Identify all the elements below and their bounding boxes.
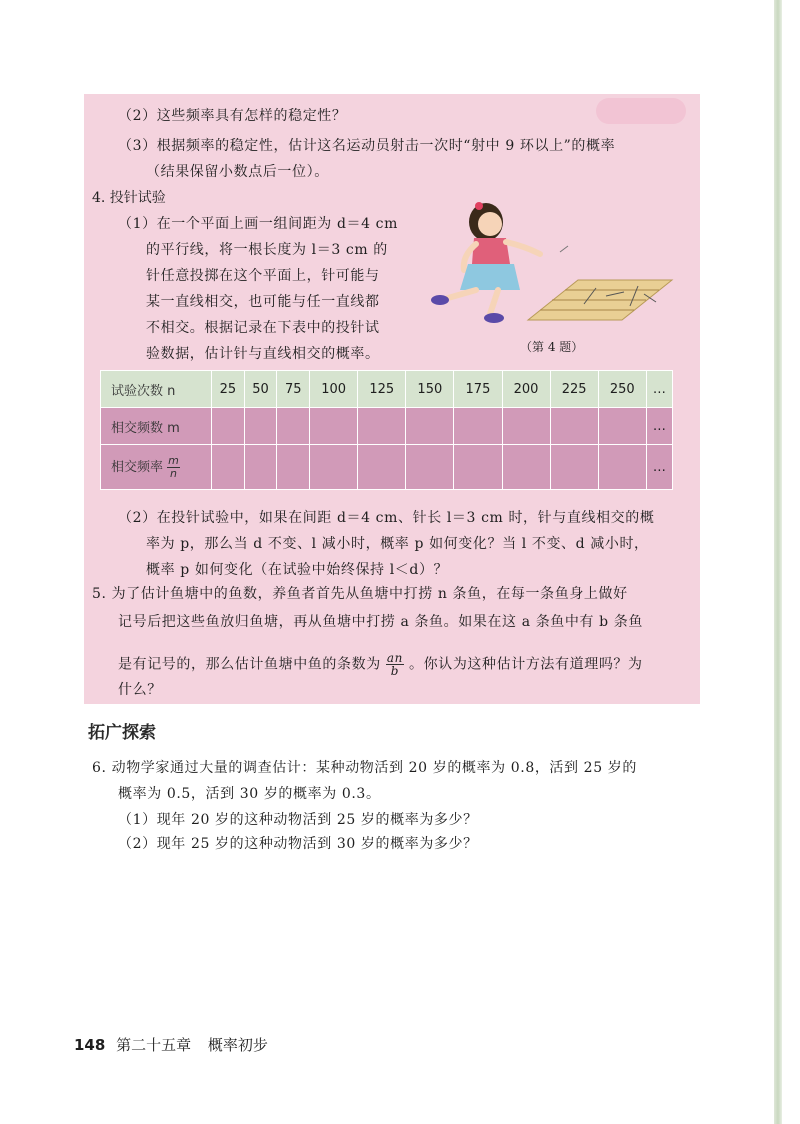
- fraction-m-over-n: [167, 455, 180, 480]
- blank-cell: [502, 445, 550, 490]
- ex6-q2: （2）现年 25 岁的这种动物活到 30 岁的概率为多少？: [118, 836, 478, 852]
- trial-count-cell: 25: [212, 371, 245, 408]
- blank-cell: [244, 408, 277, 445]
- girl-shoe: [431, 295, 449, 305]
- blank-cell: [277, 408, 310, 445]
- page-footer: [74, 1034, 268, 1055]
- hair-bow: [475, 202, 483, 210]
- figure-caption: （第 4 题）: [520, 340, 584, 354]
- girl-shoe: [484, 313, 504, 323]
- girl-arm: [506, 242, 540, 254]
- blank-cell: [310, 445, 358, 490]
- blank-cell: [454, 408, 502, 445]
- blank-cell: [358, 408, 406, 445]
- ex6-line1: 6. 动物学家通过大量的调查估计：某种动物活到 20 岁的概率为 0.8，活到 25 岁的: [92, 760, 637, 776]
- ex6-q1: （1）现年 20 岁的这种动物活到 25 岁的概率为多少？: [118, 812, 478, 828]
- ex4-title: 4. 投针试验: [92, 190, 166, 206]
- blank-cell: [244, 445, 277, 490]
- ellipsis-cell: …: [646, 408, 672, 445]
- page-edge: [774, 0, 782, 1124]
- trial-count-cell: 125: [358, 371, 406, 408]
- ex4-p2-line3: 概率 p 如何变化（在试验中始终保持 l＜d）？: [146, 562, 449, 578]
- ex5-line2: 记号后把这些鱼放归鱼塘，再从鱼塘中打捞 a 条鱼。如果在这 a 条鱼中有 b 条鱼: [118, 614, 643, 630]
- trial-count-cell: 150: [406, 371, 454, 408]
- ex5-line3-start: 是有记号的，那么估计鱼塘中鱼的条数为: [118, 656, 381, 673]
- blank-cell: [550, 408, 598, 445]
- intersect-frequency-row: [101, 445, 673, 490]
- trial-count-cell: 75: [277, 371, 310, 408]
- ex4-p1-line6: 验数据，估计针与直线相交的概率。: [146, 346, 380, 362]
- ex4-p1-line4: 某一直线相交，也可能与任一直线都: [146, 294, 380, 310]
- fraction-numerator: an: [386, 651, 403, 665]
- ex4-p2-line2: 率为 p，那么当 d 不变、l 减小时，概率 p 如何变化？当 l 不变、d 减小时，: [146, 536, 649, 552]
- flying-needle: [560, 246, 568, 252]
- intersect-count-row: [101, 408, 673, 445]
- ex3-q2: （2）这些频率具有怎样的稳定性？: [118, 108, 347, 124]
- blank-cell: [598, 445, 646, 490]
- trial-count-row: [101, 371, 673, 408]
- corner-tab: [596, 98, 686, 124]
- intersect-frequency-label: [101, 445, 212, 490]
- trial-count-cell: …: [646, 371, 672, 408]
- fraction-denominator: n: [170, 466, 177, 480]
- girl-face: [478, 212, 502, 236]
- fraction-numerator: m: [168, 453, 179, 467]
- girl-skirt: [460, 264, 520, 290]
- ex5-line3-end: 。你认为这种估计方法有道理吗？为: [409, 656, 643, 673]
- blank-cell: [550, 445, 598, 490]
- ex4-p1-line3: 针任意投掷在这个平面上，针可能与: [146, 268, 380, 284]
- intersect-count-label: 相交频数 m: [101, 408, 212, 445]
- ex4-p2-line1: （2）在投针试验中，如果在间距 d＝4 cm、针长 l＝3 cm 时，针与直线相交的概: [118, 510, 655, 526]
- fraction-denominator: b: [390, 664, 400, 678]
- frequency-label-text: 相交频率: [111, 459, 164, 475]
- trial-count-cell: 225: [550, 371, 598, 408]
- blank-cell: [406, 445, 454, 490]
- blank-cell: [277, 445, 310, 490]
- ex3-q3-line2: （结果保留小数点后一位）。: [146, 164, 329, 180]
- trial-count-cell: 175: [454, 371, 502, 408]
- page-number: 148: [74, 1036, 106, 1054]
- needle-trials-table: [100, 370, 673, 490]
- ex3-q3-line1: （3）根据频率的稳定性，估计这名运动员射击一次时“射中 9 环以上”的概率: [118, 138, 616, 154]
- trial-count-cell: 100: [310, 371, 358, 408]
- needle-toss-illustration: [424, 192, 684, 332]
- trial-count-cell: 200: [502, 371, 550, 408]
- trial-count-label: 试验次数 n: [101, 371, 212, 408]
- blank-cell: [598, 408, 646, 445]
- ellipsis-cell: …: [646, 445, 672, 490]
- blank-cell: [502, 408, 550, 445]
- ex4-p1-line5: 不相交。根据记录在下表中的投针试: [146, 320, 380, 336]
- ex6-line2: 概率为 0.5，活到 30 岁的概率为 0.3。: [118, 786, 381, 802]
- trial-count-cell: 250: [598, 371, 646, 408]
- blank-cell: [406, 408, 454, 445]
- section-heading: 拓广探索: [88, 723, 156, 743]
- blank-cell: [212, 408, 245, 445]
- girl-leg: [448, 290, 476, 298]
- fraction-an-over-b: [386, 652, 404, 677]
- chapter-label: 第二十五章: [116, 1036, 192, 1054]
- ex5-line4: 什么？: [118, 682, 162, 698]
- blank-cell: [310, 408, 358, 445]
- chapter-title: 概率初步: [207, 1036, 268, 1054]
- blank-cell: [358, 445, 406, 490]
- ex5-line1: 5. 为了估计鱼塘中的鱼数，养鱼者首先从鱼塘中打捞 n 条鱼，在每一条鱼身上做好: [92, 586, 628, 602]
- ex5-line3: [118, 652, 643, 677]
- girl-leg: [490, 290, 498, 314]
- ex4-p1-line2: 的平行线，将一根长度为 l＝3 cm 的: [146, 242, 388, 258]
- trial-count-cell: 50: [244, 371, 277, 408]
- blank-cell: [212, 445, 245, 490]
- ex4-p1-line1: （1）在一个平面上画一组间距为 d＝4 cm: [118, 216, 398, 232]
- blank-cell: [454, 445, 502, 490]
